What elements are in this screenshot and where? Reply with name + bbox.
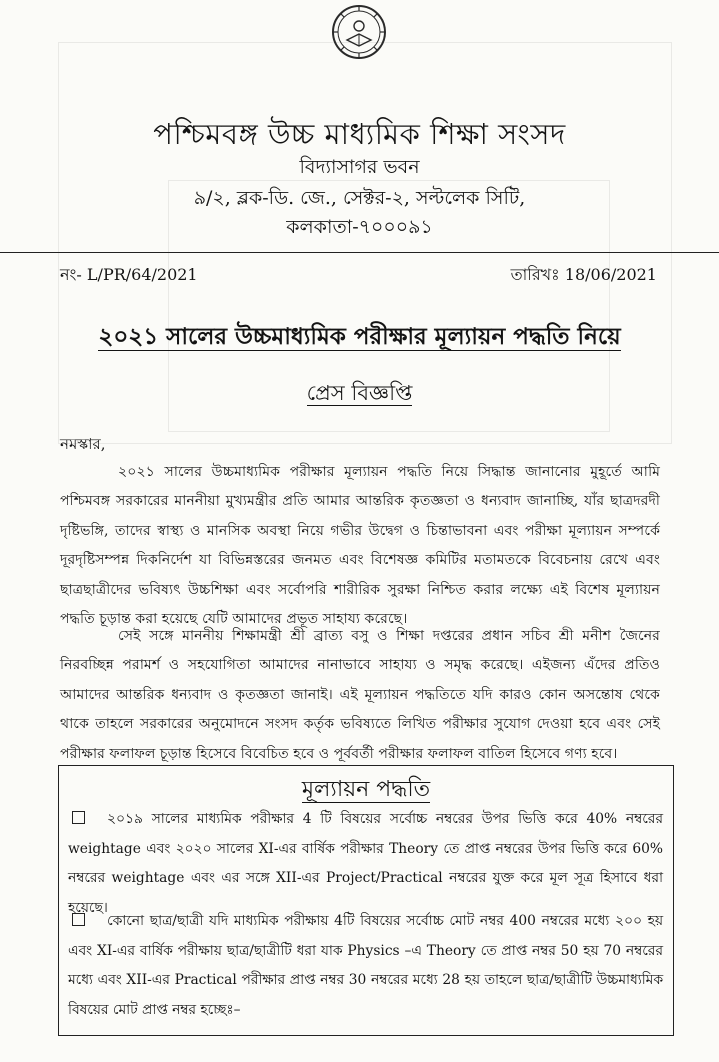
council-name: পশ্চিমবঙ্গ উচ্চ মাধ্যমিক শিক্ষা সংসদ: [153, 117, 566, 151]
council-emblem-icon: [331, 4, 387, 60]
address-line-1: ৯/২, ব্লক-ডি. জে., সেক্টর-২, সল্টলেক সিটি,: [193, 187, 526, 209]
header-divider: [0, 252, 719, 253]
issue-date: তারিখঃ 18/06/2021: [510, 265, 657, 284]
methodology-title: [59, 772, 673, 809]
methodology-item-2-text: কোনো ছাত্র/ছাত্রী যদি মাধ্যমিক পরীক্ষায় 4টি বিষয়ের সর্বোচ্চ মোট নম্বর 400 নম্বরের মধ্যে ২০০ হয় এবং XI-এর বার্ষিক পরীক্ষায় ছাত্র/ছাত্রীটি ধরা যাক Physics –এ Theory তে প্রাপ্ত নম্বর 50 হয় 70 নম্বরের মধ্যে এবং XII-এর Practical পরীক্ষার প্রাপ্ত নম্বর 30 নম্বরের মধ্যে 28 হয় তাহলে ছাত্র/ছাত্রীটি উচ্চমাধ্যমিক বিষয়ের মোট প্রাপ্ত নম্বর হচ্ছেঃ–: [68, 913, 663, 1018]
methodology-item-1: [68, 805, 663, 923]
methodology-item-1-text: ২০১৯ সালের মাধ্যমিক পরীক্ষার 4 টি বিষয়ের সর্বোচ্চ নম্বরের উপর ভিত্তি করে 40% নম্বরের weightage এবং ২০২০ সালের XI-এর বার্ষিক পরীক্ষার Theory তে প্রাপ্ত নম্বরের উপর ভিত্তি করে 60% নম্বরের weightage এবং এর সঙ্গে XII-এর Project/Practical নম্বরের যুক্ত করে মূল সূত্র হিসাবে ধরা হয়েছে।: [68, 811, 663, 916]
press-release-label-text: প্রেস বিজ্ঞপ্তি: [306, 381, 413, 405]
press-release-label: [0, 377, 719, 412]
methodology-title-text: মূল্যায়ন পদ্ধতি: [301, 777, 431, 802]
building-name: বিদ্যাসাগর ভবন: [299, 156, 420, 178]
checkbox-bullet-icon: [72, 913, 85, 926]
methodology-box: [58, 765, 674, 1036]
reference-number: নং- L/PR/64/2021: [60, 265, 198, 284]
salutation: নমস্কার,: [60, 435, 106, 453]
address-line-2: কলকাতা-৭০০০৯১: [286, 216, 433, 238]
paragraph-2: সেই সঙ্গে মাননীয় শিক্ষামন্ত্রী শ্রী ব্রাত্য বসু ও শিক্ষা দপ্তরের প্রধান সচিব শ্রী মনীশ জৈনের নিরবচ্ছিন্ন পরামর্শ ও সহযোগিতা আমাদের নানাভাবে সাহায্য ও সমৃদ্ধ করেছে। এইজন্য এঁদের প্রতিও আমাদের আন্তরিক ধন্যবাদ ও কৃতজ্ঞতা জানাই। এই মূল্যায়ন পদ্ধতিতে যদি কারও কোন অসন্তোষ থেকে থাকে তাহলে সরকারের অনুমোদনে সংসদ কর্তৃক ভবিষ্যতে লিখিত পরীক্ষার সুযোগ দেওয়া হবে এবং সেই পরীক্ষার ফলাফল চূড়ান্ত হিসেবে বিবেচিত হবে ও পূর্ববর্তী পরীক্ষার ফলাফল বাতিল হিসেবে গণ্য হবে।: [60, 628, 660, 762]
checkbox-bullet-icon: [72, 811, 85, 824]
document-heading-text: ২০২১ সালের উচ্চমাধ্যমিক পরীক্ষার মূল্যায়ন পদ্ধতি নিয়ে: [98, 323, 621, 350]
methodology-item-2: [68, 907, 663, 1025]
document-heading: [0, 318, 719, 357]
paragraph-1: ২০২১ সালের উচ্চমাধ্যমিক পরীক্ষার মূল্যায়ন পদ্ধতি নিয়ে সিদ্ধান্ত জানানোর মুহূর্তে আমি পশ্চিমবঙ্গ সরকারের মাননীয়া মুখ্যমন্ত্রীর প্রতি আমার আন্তরিক কৃতজ্ঞতা ও ধন্যবাদ জানাচ্ছি, যাঁর ছাত্রদরদী দৃষ্টিভঙ্গি, তাদের স্বাস্থ্য ও মানসিক অবস্থা নিয়ে গভীর উদ্বেগ ও চিন্তাভাবনা এবং পরীক্ষা মূল্যায়ন সম্পর্কে দূরদৃষ্টিসম্পন্ন দিকনির্দেশ যা বিভিন্নস্তরের জনমত এবং বিশেষজ্ঞ কমিটির মতামতকে বিবেচনায় রেখে এবং ছাত্রছাত্রীদের ভবিষ্যৎ উচ্চশিক্ষা এবং সর্বোপরি শারীরিক সুরক্ষা নিশ্চিত করার লক্ষ্যে এই বিশেষ মূল্যায়ন পদ্ধতি চূড়ান্ত করা হয়েছে যেটি আমাদের প্রভূত সাহায্য করেছে।: [60, 464, 660, 628]
